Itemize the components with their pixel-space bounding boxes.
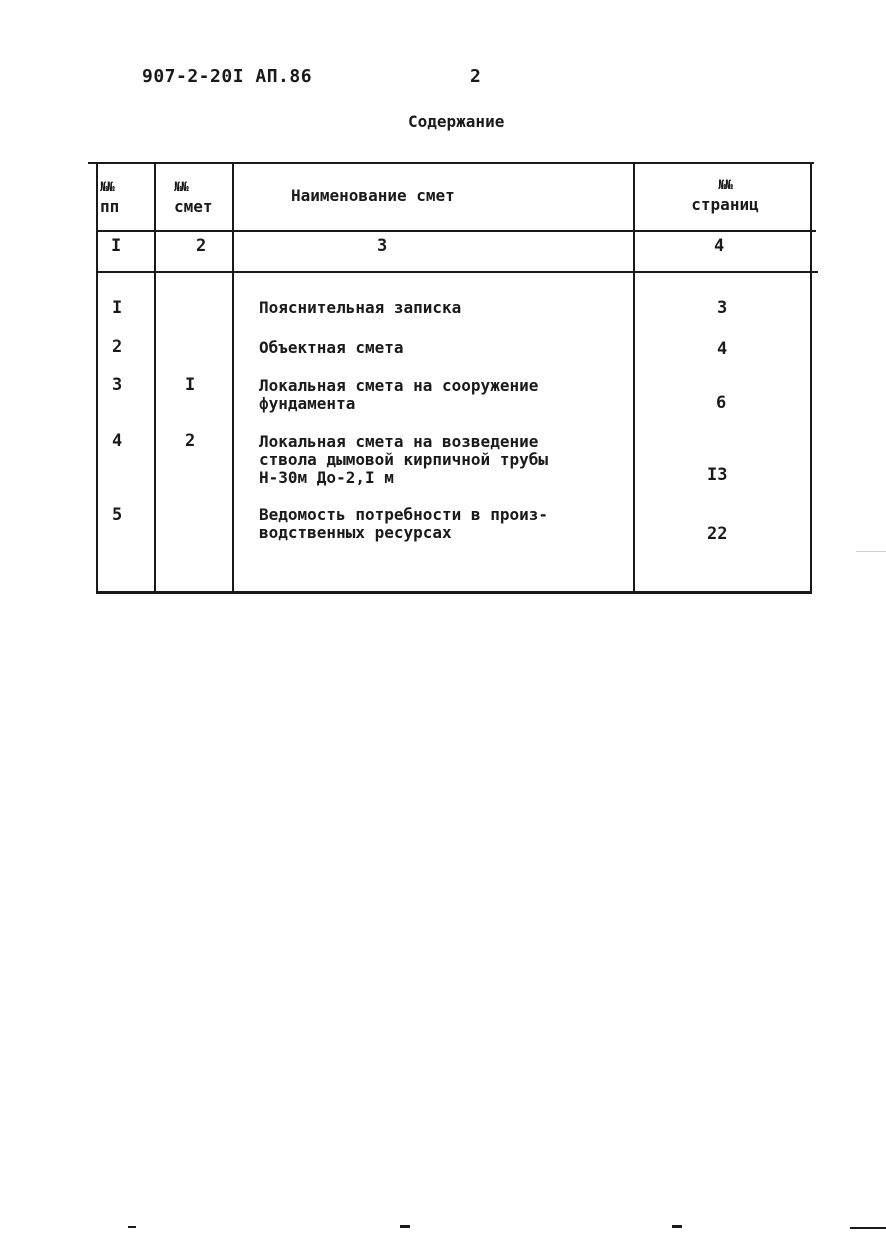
row-name xyxy=(259,506,548,542)
column-divider-2 xyxy=(232,163,234,594)
header-col-smeta xyxy=(174,178,213,216)
row-pp-number: 5 xyxy=(112,505,123,525)
row-pp-number: 2 xyxy=(112,337,123,357)
header-col-pp xyxy=(100,178,119,216)
header-col-smeta-symbol: №№ xyxy=(174,180,188,195)
column-number-4: 4 xyxy=(714,236,725,256)
row-page-number: 22 xyxy=(707,524,728,544)
page-number: 2 xyxy=(470,66,481,87)
row-page-number: 6 xyxy=(716,393,727,413)
header-col-name: Наименование смет xyxy=(291,186,455,205)
row-name-line: Объектная смета xyxy=(259,338,404,357)
row-page-number: I3 xyxy=(707,465,728,485)
scan-bottom-mark xyxy=(128,1226,136,1228)
row-name-line: ствола дымовой кирпичной трубы xyxy=(259,450,548,469)
header-divider xyxy=(96,230,816,232)
row-name-line: фундамента xyxy=(259,394,356,413)
table-bottom-border xyxy=(98,591,810,594)
column-number-3: 3 xyxy=(377,236,388,256)
row-name xyxy=(259,339,404,357)
row-pp-number: I xyxy=(112,298,123,318)
column-divider-1 xyxy=(154,163,156,594)
row-pp-number: 3 xyxy=(112,375,123,395)
page-title: Содержание xyxy=(408,112,505,131)
header-col-smeta-label: смет xyxy=(174,197,213,216)
scan-bottom-mark xyxy=(400,1225,410,1228)
row-name-line: Н-30м До-2,I м xyxy=(259,468,394,487)
row-page-number: 3 xyxy=(717,298,728,318)
row-name-line: Ведомость потребности в произ- xyxy=(259,505,548,524)
column-number-2: 2 xyxy=(196,236,207,256)
column-number-divider xyxy=(96,271,818,273)
scan-edge-mark xyxy=(856,551,886,552)
row-name-line: Локальная смета на сооружение xyxy=(259,376,539,395)
header-col-pages xyxy=(660,176,790,214)
column-number-1: I xyxy=(111,236,122,256)
header-col-pages-symbol: №№ xyxy=(718,178,732,193)
row-smeta-number: 2 xyxy=(185,431,196,451)
row-name xyxy=(259,433,548,487)
table-left-border xyxy=(96,163,98,594)
row-page-number: 4 xyxy=(717,339,728,359)
row-name-line: Локальная смета на возведение xyxy=(259,432,539,451)
row-name-line: Пояснительная записка xyxy=(259,298,462,317)
row-name-line: водственных ресурсах xyxy=(259,523,452,542)
row-smeta-number: I xyxy=(185,375,196,395)
scan-bottom-mark xyxy=(672,1225,682,1228)
document-code: 907-2-20I АП.86 xyxy=(142,66,313,87)
header-col-pages-label: страниц xyxy=(691,195,759,214)
header-col-pp-symbol: №№ xyxy=(100,180,114,195)
table-top-border xyxy=(88,162,814,164)
row-name xyxy=(259,299,461,317)
scan-bottom-mark xyxy=(850,1227,886,1229)
row-pp-number: 4 xyxy=(112,431,123,451)
row-name xyxy=(259,377,538,413)
column-divider-3 xyxy=(633,163,635,594)
header-col-pp-label: пп xyxy=(100,197,120,216)
table-right-border xyxy=(810,163,812,594)
